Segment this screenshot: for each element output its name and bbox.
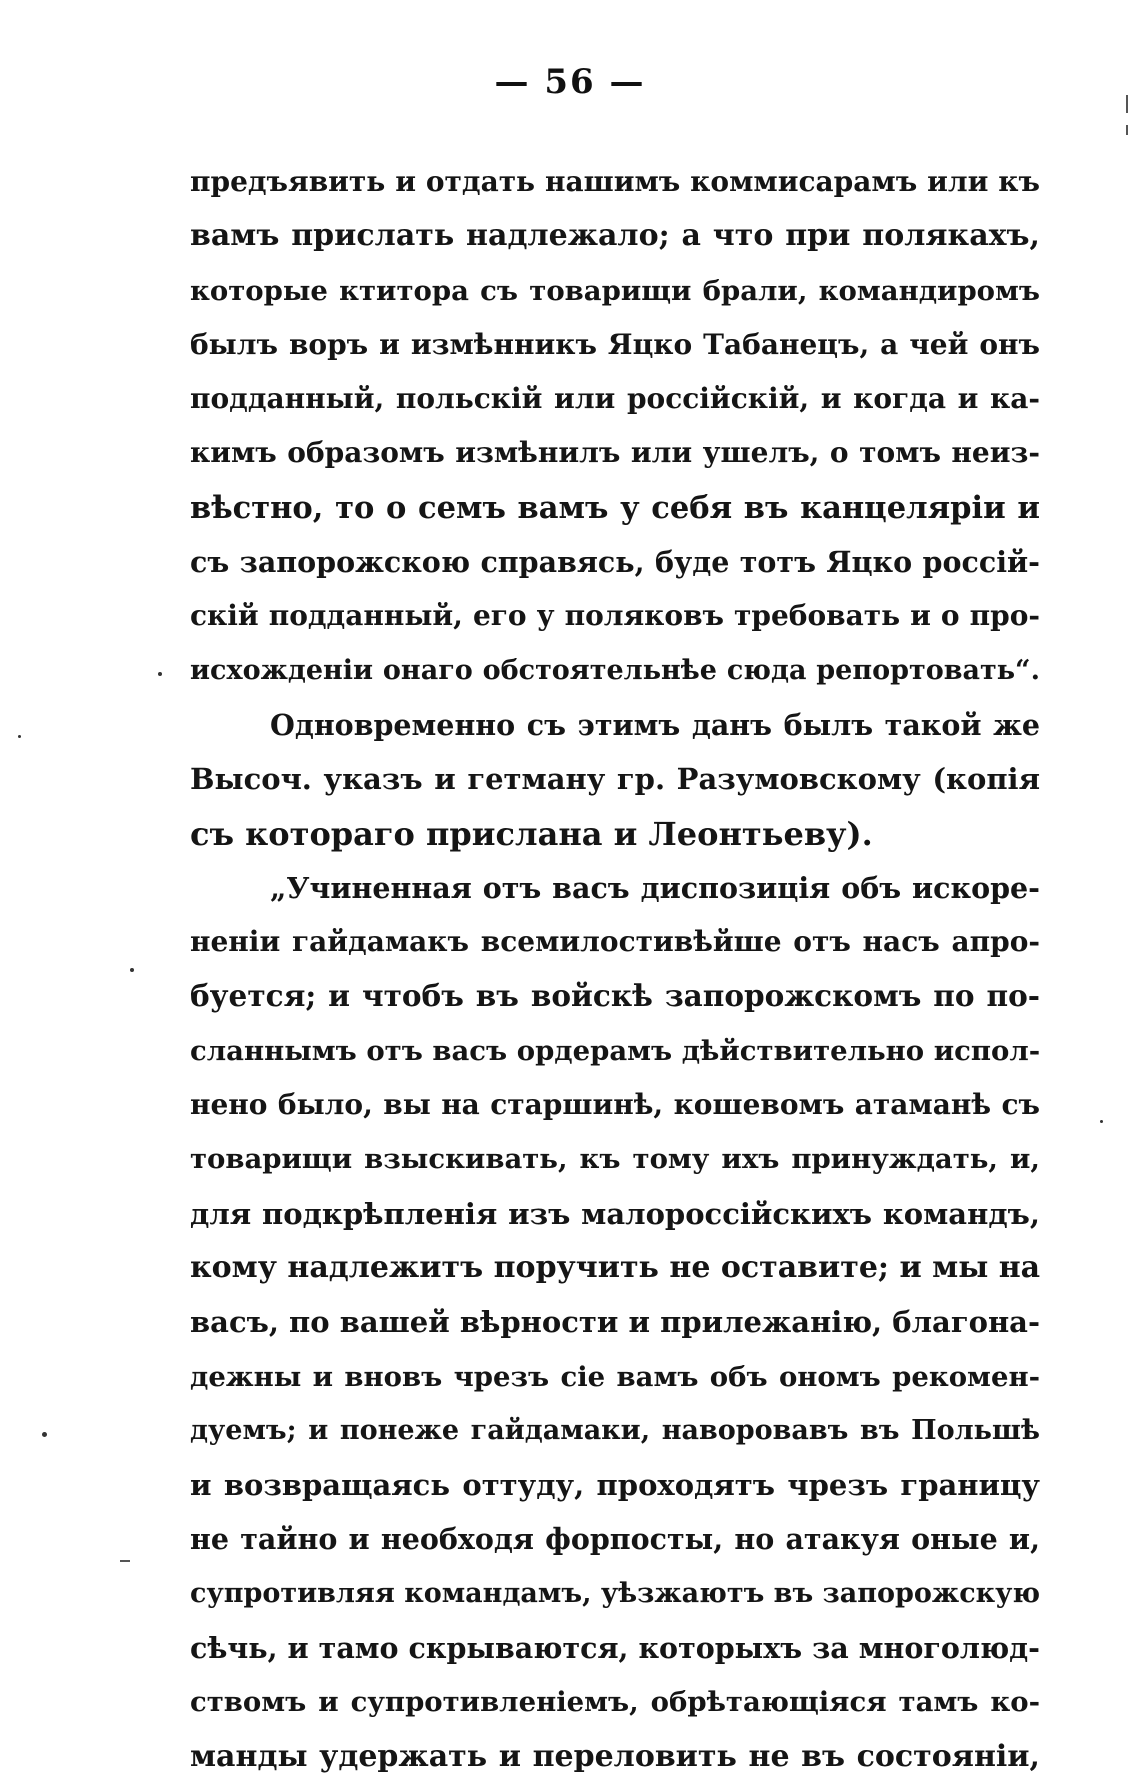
text-line: дуемъ; и понеже гайдамаки, наворовавъ въ Польшѣ [190,1414,1040,1446]
text-line: супротивляя командамъ, уѣзжаютъ въ запорожскую [190,1577,1041,1609]
scan-speck [18,735,21,738]
text-line: съ котораго прислана и Леонтьеву). [190,814,873,853]
scan-speck [158,672,162,676]
text-line: вѣстно, то о семъ вамъ у себя въ канцеляріи и [190,489,1040,526]
scan-speck [130,968,134,972]
text-line: кимъ образомъ измѣнилъ или ушелъ, о томъ неиз- [190,436,1040,470]
page-number: — 56 — [494,62,646,102]
text-line: для подкрѣпленія изъ малороссійскихъ командъ, [190,1196,1040,1231]
text-line: кому надлежитъ поручить не оставите; и мы на [190,1249,1041,1285]
text-line: не тайно и необходя форпосты, но атакуя оные и, [190,1522,1040,1557]
text-line: манды удержать и переловить не въ состояніи, [190,1738,1040,1774]
text-line: подданный, польскій или россійскій, и когда и ка- [190,382,1040,416]
text-line: Высоч. указъ и гетману гр. Разумовскому (копія [190,762,1040,797]
text-line: товарищи взыскивать, къ тому ихъ принуждать, и, [190,1143,1040,1176]
text-line: сѣчь, и тамо скрываются, которыхъ за многолюд- [190,1631,1040,1666]
text-line: неніи гайдамакъ всемилостивѣйше отъ насъ апро- [190,925,1040,959]
margin-mark [120,1560,130,1562]
text-line: ствомъ и супротивленіемъ, обрѣтающіяся тамъ ко- [190,1686,1040,1719]
text-line: буется; и чтобъ въ войскѣ запорожскомъ по по- [190,978,1040,1014]
scan-speck [1100,1120,1103,1123]
text-line: сланнымъ отъ васъ ордерамъ дѣйствительно испол- [190,1034,1041,1067]
text-line: и возвращаясь оттуду, проходятъ чрезъ границу [190,1468,1040,1503]
margin-mark [1126,95,1128,113]
text-line: былъ воръ и измѣнникъ Яцко Табанецъ, а чей онъ [190,327,1040,361]
text-line: „Учиненная отъ васъ диспозиція объ искоре- [270,870,1040,905]
text-line: которые ктитора съ товарищи брали, командиромъ [190,274,1040,307]
margin-mark [1126,125,1128,135]
text-line: Одновременно съ этимъ данъ былъ такой же [270,707,1040,742]
text-line: васъ, по вашей вѣрности и прилежанію, благона- [190,1305,1040,1340]
text-line: вамъ прислать надлежало; а что при полякахъ, [190,218,1040,254]
text-line: нено было, вы на старшинѣ, кошевомъ атаманѣ съ [190,1088,1040,1122]
text-line: съ запорожскою справясь, буде тотъ Яцко россій- [190,545,1040,580]
text-line: скій подданный, его у поляковъ требовать и о про- [190,599,1040,633]
body-text [190,155,1040,1784]
text-line: предъявить и отдать нашимъ коммисарамъ или къ [190,165,1040,198]
text-line: дежны и вновъ чрезъ сіе вамъ объ ономъ рекомен- [190,1360,1040,1393]
scan-speck [42,1432,47,1437]
text-line: исхожденіи онаго обстоятельнѣе сюда репортовать“. [190,654,1040,686]
